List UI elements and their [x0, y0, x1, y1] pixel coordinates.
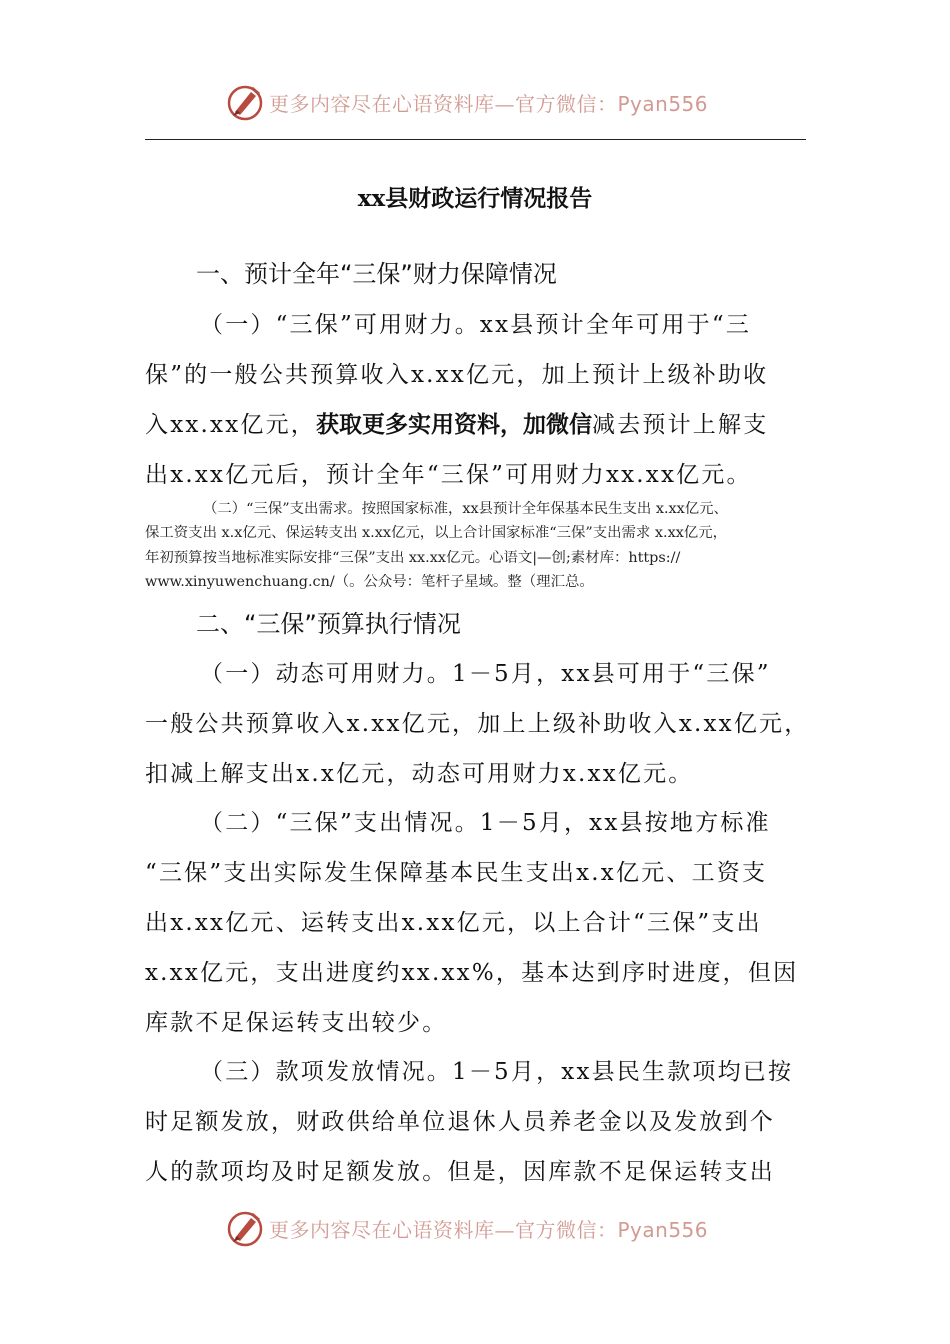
- paragraph-line: （二）“三保”支出情况。1－5月，xx县按地方标准: [200, 810, 771, 836]
- paragraph-line: 出x.xx亿元、运转支出x.xx亿元，以上合计“三保”支出: [145, 910, 762, 936]
- paragraph-line: （一）“三保”可用财力。xx县预计全年可用于“三: [200, 312, 752, 338]
- small-paragraph-line: 年初预算按当地标准实际安排“三保”支出 xx.xx亿元。心语文|—创;素材库：https://: [145, 550, 681, 566]
- small-paragraph-line: 保工资支出 x.x亿元、保运转支出 x.xx亿元，以上合计国家标准“三保”支出需求 x.xx亿元，: [145, 525, 727, 541]
- paragraph-line: 时足额发放，财政供给单位退休人员养老金以及发放到个: [145, 1109, 775, 1135]
- paragraph-line: 库款不足保运转支出较少。: [145, 1010, 448, 1036]
- banner-wechat-id: Pyan556: [617, 1217, 709, 1242]
- paragraph-text: 减去预计上解支: [592, 412, 769, 438]
- header-rule: [145, 139, 806, 140]
- banner-dash: —: [494, 1217, 515, 1242]
- paragraph-text: 入xx.xx亿元，: [145, 412, 316, 438]
- banner-official-text: 官方微信：: [515, 1217, 618, 1242]
- paragraph-line: “三保”支出实际发生保障基本民生支出x.x亿元、工资支: [145, 860, 768, 886]
- small-paragraph-line: www.xinyuwenchuang.cn/（。公众号：笔杆子星域。整（理汇总。: [145, 574, 594, 590]
- pen-logo-icon: [225, 82, 265, 122]
- banner-official-text: 官方微信：: [515, 91, 618, 116]
- small-paragraph-line: （二）“三保”支出需求。按照国家标准，xx县预计全年保基本民生支出 x.xx亿元、: [203, 501, 728, 517]
- pen-logo-icon: [225, 1208, 265, 1248]
- document-title: xx县财政运行情况报告: [357, 185, 593, 212]
- paragraph-line: 保”的一般公共预算收入x.xx亿元，加上预计上级补助收: [145, 362, 769, 388]
- footer-banner: [225, 1208, 745, 1248]
- banner-wechat-id: Pyan556: [617, 91, 709, 116]
- header-banner: [225, 82, 745, 122]
- banner-dash: —: [494, 91, 515, 116]
- paragraph-line: 人的款项均及时足额发放。但是，因库款不足保运转支出: [145, 1159, 775, 1185]
- paragraph-line: 一般公共预算收入x.xx亿元，加上上级补助收入x.xx亿元，: [145, 711, 810, 737]
- banner-main-text: 更多内容尽在心语资料库: [269, 1217, 495, 1242]
- section-heading-2: 二、“三保”预算执行情况: [196, 610, 461, 638]
- paragraph-line: 出x.xx亿元后，预计全年“三保”可用财力xx.xx亿元。: [145, 462, 752, 488]
- paragraph-line: （一）动态可用财力。1－5月，xx县可用于“三保”: [200, 661, 771, 687]
- paragraph-line: 扣减上解支出x.x亿元，动态可用财力x.xx亿元。: [145, 761, 694, 787]
- banner-main-text: 更多内容尽在心语资料库: [269, 91, 495, 116]
- paragraph-line: （三）款项发放情况。1－5月，xx县民生款项均已按: [200, 1059, 794, 1085]
- paragraph-line: x.xx亿元，支出进度约xx.xx%，基本达到序时进度，但因: [145, 960, 799, 986]
- promo-inline-text: 获取更多实用资料，加微信: [316, 412, 592, 438]
- paragraph-line: [145, 406, 768, 439]
- section-heading-1: 一、预计全年“三保”财力保障情况: [196, 260, 557, 288]
